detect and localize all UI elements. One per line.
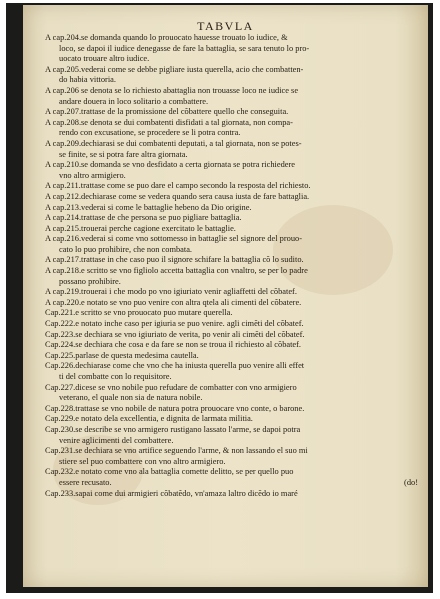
entry-text: Cap.230.se describe se vno armigero rustigano lassato l'arme, se dapoi potra: [45, 424, 301, 434]
entry-line: [45, 330, 418, 341]
entry-line: [45, 181, 418, 192]
entry-text: Cap.227.dicese se vno nobile puo refudare de combatter con vno armigiero: [45, 382, 297, 392]
entry-line: [45, 383, 418, 394]
entry-text: stiere sel puo combattere con vno altro armigiero.: [59, 456, 226, 466]
index-entry: [45, 160, 418, 181]
entry-text: possano prohibire.: [59, 276, 121, 286]
entry-line: [45, 107, 418, 118]
entry-line: [45, 351, 418, 362]
entry-line: [45, 308, 418, 319]
entry-text: Cap.223.se dechiara se vno igiuriato de verita, po venir ali cimẽti del cõbatef.: [45, 329, 305, 339]
entry-text: Cap.233.sapai come dui armigieri cõbatẽdo, vn'amaza laltro dicẽdo io maré: [45, 488, 298, 498]
entry-line: [45, 33, 418, 44]
entry-text: A cap.214.trattase de che persona se puo pigliare battaglia.: [45, 213, 242, 223]
entry-line: [45, 128, 418, 139]
entry-line: [45, 213, 418, 224]
entry-text: A cap.212.dechiarase come se vedera quando sera causa iusta de fare battaglia.: [45, 191, 310, 201]
entry-text: vno altro armigiero.: [59, 170, 126, 180]
index-entry: [45, 192, 418, 203]
entry-line: [45, 245, 418, 256]
entry-text: Cap.226.dechiarase come che vno che ha iniusta querella puo venire alli effet: [45, 361, 305, 371]
entry-line: [45, 372, 418, 383]
index-entry: [45, 65, 418, 86]
entry-text: A cap.213.vederai si come le battaglie hebeno da Dio origine.: [45, 202, 252, 212]
entry-text: A cap.205.vederai come se debbe pigliare iusta querella, acio che combatten-: [45, 64, 304, 74]
entry-text: A cap.208.se denota se dui combatenti disfidati a tal giornata, non compa-: [45, 117, 293, 127]
index-entry: [45, 404, 418, 415]
entry-text: Cap.222.e notato inche caso per igiuria se puo venire. agli cimẽti del cõbatef.: [45, 319, 304, 329]
entry-line: [45, 224, 418, 235]
entry-text: A cap.210.se domanda se vno desfidato a certa giornata se potra richiedere: [45, 160, 295, 170]
entry-line: [45, 489, 418, 500]
entry-line: [45, 361, 418, 372]
page-header: TABVLA: [197, 19, 254, 33]
index-entry: [45, 33, 418, 65]
entry-text: Cap.231.se dechiara se vno artifice seguendo l'arme, & non lassando el suo mi: [45, 446, 308, 456]
entry-line: [45, 436, 418, 447]
entry-text: Cap.225.parlase de questa medesima cautella.: [45, 350, 199, 360]
index-entry: [45, 489, 418, 500]
entry-text: uocato trouare altro iudice.: [59, 54, 150, 64]
index-entry: [45, 446, 418, 467]
index-entry: [45, 181, 418, 192]
entry-text: A cap.204.se domanda quando lo prouocato hauesse trouato lo iudice, &: [45, 33, 288, 42]
index-entries: [45, 33, 418, 499]
entry-text: ti del combatte con lo requisitore.: [59, 372, 172, 381]
entry-line: [45, 266, 418, 277]
entry-line: [45, 234, 418, 245]
entry-line: [45, 97, 418, 108]
entry-text: Cap.228.trattase se vno nobile de natura potra prouocare vno conte, o barone.: [45, 403, 305, 413]
entry-line: [45, 54, 418, 65]
entry-text: rendo con excusatione, se procedere se li potra contra.: [59, 128, 241, 138]
entry-line: [45, 478, 418, 489]
entry-text: do habia vittoria.: [59, 75, 116, 85]
index-entry: [45, 298, 418, 309]
entry-line: [45, 319, 418, 330]
entry-line: [45, 467, 418, 478]
entry-line: [45, 86, 418, 97]
index-entry: [45, 86, 418, 107]
entry-text: A cap.207.trattase de la promissione del cõbattere quello che conseguita.: [45, 107, 289, 117]
index-entry: [45, 467, 418, 488]
index-entry: [45, 361, 418, 382]
index-entry: [45, 107, 418, 118]
index-entry: [45, 118, 418, 139]
entry-line: [45, 75, 418, 86]
entry-line: [45, 425, 418, 436]
entry-line: [45, 139, 418, 150]
entry-text: veterano, el quale non sia de natura nobile.: [59, 393, 203, 403]
entry-text: A cap.220.e notato se vno puo venire con altra qtela ali cimenti del cõbatere.: [45, 297, 302, 307]
index-entry: [45, 351, 418, 362]
entry-line: [45, 340, 418, 351]
entry-line: [45, 298, 418, 309]
entry-text: cato lo puo prohibire, che non combata.: [59, 244, 193, 254]
index-entry: [45, 330, 418, 341]
entry-text: A cap.219.trouerai i che modo po vno igiuriato venir agliaffetti del cõbatef.: [45, 287, 297, 297]
book-page-photo: [6, 3, 433, 593]
entry-line: [45, 150, 418, 161]
entry-text: A cap.215.trouerai perche cagione exercitato le battaglie.: [45, 223, 236, 233]
entry-line: [45, 277, 418, 288]
entry-text: A cap.206 se denota se lo richiesto abattaglia non trouasse loco ne iudice se: [45, 85, 299, 95]
index-entry: [45, 308, 418, 319]
entry-text: andare douera in loco solitario a combattere.: [59, 96, 209, 106]
entry-text: se finite, se si potra fare altra giornata.: [59, 149, 188, 159]
catchword: (do!: [404, 477, 418, 487]
index-entry: [45, 266, 418, 287]
index-entry: [45, 213, 418, 224]
index-entry: [45, 255, 418, 266]
index-entry: [45, 203, 418, 214]
entry-text: Cap.232.e notato come vno ala battaglia comette delitto, se per quello puo: [45, 467, 294, 477]
entry-text: A cap.211.trattase come se puo dare el campo secondo la resposta del richiesto.: [45, 181, 311, 191]
index-entry: [45, 319, 418, 330]
entry-text: Cap.224.se dechiara che cosa e da fare se non se troua il richiesto al cõbatef.: [45, 340, 302, 350]
entry-line: [45, 446, 418, 457]
index-entry: [45, 425, 418, 446]
entry-line: [45, 160, 418, 171]
entry-text: essere recusato.: [59, 477, 112, 487]
index-entry: [45, 414, 418, 425]
index-entry: [45, 287, 418, 298]
entry-text: A cap.217.trattase in che caso puo il signore schifare la battaglia cõ lo sudito.: [45, 255, 304, 265]
index-entry: [45, 224, 418, 235]
index-entry: [45, 340, 418, 351]
entry-text: Cap.229.e notato dela excellentia, e dignita de larmata militia.: [45, 414, 253, 424]
entry-text: A cap.209.dechiarasi se dui combatenti deputati, a tal giornata, non se potes-: [45, 138, 302, 148]
entry-line: [45, 65, 418, 76]
entry-line: [45, 203, 418, 214]
paper-leaf: [23, 5, 428, 587]
entry-line: [45, 255, 418, 266]
entry-line: [45, 171, 418, 182]
entry-text: venire aglicimenti del combattere.: [59, 435, 174, 445]
entry-text: A cap.216.vederai si come vno sottomesso in battaglie sel signore del prouo-: [45, 234, 303, 244]
index-entry: [45, 139, 418, 160]
index-entry: [45, 234, 418, 255]
entry-line: [45, 404, 418, 415]
entry-line: [45, 287, 418, 298]
entry-line: [45, 457, 418, 468]
index-entry: [45, 383, 418, 404]
entry-text: loco, se dapoi il iudice denegasse de fare la battaglia, se sara tenuto lo pro-: [59, 43, 310, 53]
entry-line: [45, 393, 418, 404]
entry-line: [45, 414, 418, 425]
entry-line: [45, 118, 418, 129]
entry-text: A cap.218.e scritto se vno figliolo accetta battaglia con vnaltro, se per lo padre: [45, 266, 308, 276]
entry-text: Cap.221.e scritto se vno prouocato puo mutare querella.: [45, 308, 233, 318]
entry-line: [45, 44, 418, 55]
entry-line: [45, 192, 418, 203]
